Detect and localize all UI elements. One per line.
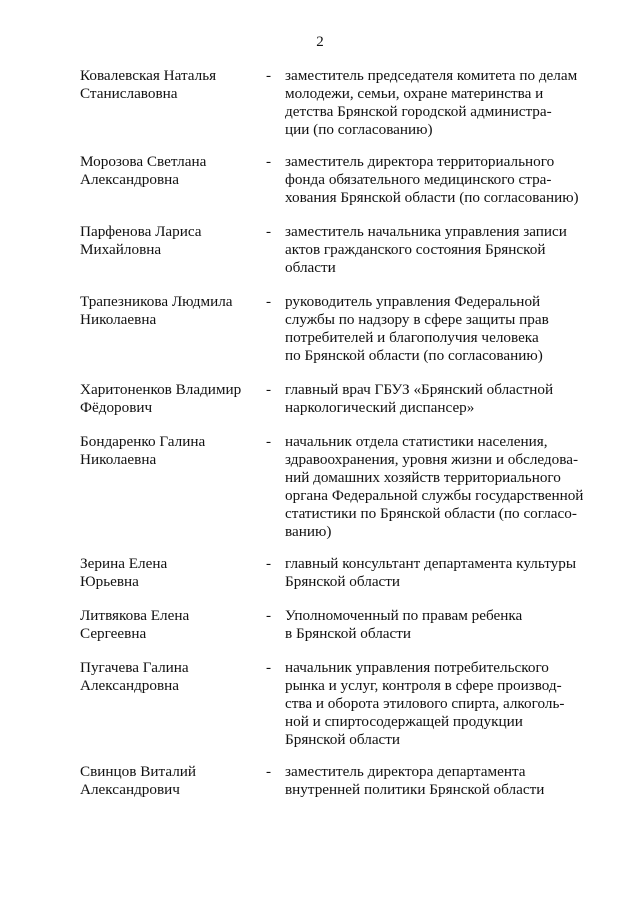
page-number: 2 bbox=[316, 34, 324, 50]
name-line: Сергеевна bbox=[80, 625, 147, 642]
member-name bbox=[80, 433, 255, 469]
role-line: заместитель директора территориального bbox=[285, 153, 555, 170]
member-role bbox=[285, 67, 585, 139]
role-line: Брянской области bbox=[285, 731, 401, 748]
role-line: хования Брянской области (по согласованию) bbox=[285, 189, 579, 206]
member-role bbox=[285, 223, 585, 277]
dash-separator: - bbox=[266, 293, 272, 310]
name-line: Александровна bbox=[80, 677, 180, 694]
member-role bbox=[285, 381, 585, 417]
name-line: Ковалевская Наталья bbox=[80, 67, 217, 84]
dash-separator: - bbox=[266, 153, 272, 170]
role-line: потребителей и благополучия человека bbox=[285, 329, 539, 346]
member-name bbox=[80, 555, 255, 591]
member-role bbox=[285, 433, 585, 541]
role-line: начальник управления потребительского bbox=[285, 659, 549, 676]
name-line: Трапезникова Людмила bbox=[80, 293, 233, 310]
name-line: Александровна bbox=[80, 171, 180, 188]
role-line: главный консультант департамента культуры bbox=[285, 555, 577, 572]
name-line: Станиславовна bbox=[80, 85, 178, 102]
member-name bbox=[80, 763, 255, 799]
role-line: рынка и услуг, контроля в сфере производ- bbox=[285, 677, 562, 694]
name-line: Харитоненков Владимир bbox=[80, 381, 242, 398]
name-line: Литвякова Елена bbox=[80, 607, 190, 624]
role-line: Брянской области bbox=[285, 573, 401, 590]
member-role bbox=[285, 293, 585, 365]
dash-separator: - bbox=[266, 763, 272, 780]
role-line: начальник отдела статистики населения, bbox=[285, 433, 548, 450]
name-line: Александрович bbox=[80, 781, 180, 798]
role-line: главный врач ГБУЗ «Брянский областной bbox=[285, 381, 554, 398]
name-line: Зерина Елена bbox=[80, 555, 168, 572]
member-name bbox=[80, 659, 255, 695]
dash-separator: - bbox=[266, 223, 272, 240]
role-line: ции (по согласованию) bbox=[285, 121, 433, 138]
role-line: в Брянской области bbox=[285, 625, 412, 642]
dash-separator: - bbox=[266, 67, 272, 84]
member-role bbox=[285, 153, 585, 207]
name-line: Бондаренко Галина bbox=[80, 433, 206, 450]
member-name bbox=[80, 293, 255, 329]
role-line: наркологический диспансер» bbox=[285, 399, 475, 416]
role-line: Уполномоченный по правам ребенка bbox=[285, 607, 523, 624]
dash-separator: - bbox=[266, 433, 272, 450]
name-line: Свинцов Виталий bbox=[80, 763, 197, 780]
name-line: Юрьевна bbox=[80, 573, 139, 590]
member-role bbox=[285, 659, 585, 749]
name-line: Пугачева Галина bbox=[80, 659, 189, 676]
dash-separator: - bbox=[266, 381, 272, 398]
member-role bbox=[285, 763, 585, 799]
member-name bbox=[80, 607, 255, 643]
role-line: статистики по Брянской области (по согласо- bbox=[285, 505, 577, 522]
role-line: внутренней политики Брянской области bbox=[285, 781, 545, 798]
role-line: детства Брянской городской администра- bbox=[285, 103, 552, 120]
role-line: ной и спиртосодержащей продукции bbox=[285, 713, 523, 730]
role-line: здравоохранения, уровня жизни и обследова- bbox=[285, 451, 579, 468]
name-line: Парфенова Лариса bbox=[80, 223, 202, 240]
member-name bbox=[80, 223, 255, 259]
role-line: фонда обязательного медицинского стра- bbox=[285, 171, 552, 188]
role-line: службы по надзору в сфере защиты прав bbox=[285, 311, 549, 328]
member-name bbox=[80, 153, 255, 189]
role-line: ванию) bbox=[285, 523, 332, 540]
role-line: органа Федеральной службы государственной bbox=[285, 487, 584, 504]
name-line: Николаевна bbox=[80, 311, 157, 328]
role-line: молодежи, семьи, охране материнства и bbox=[285, 85, 544, 102]
role-line: заместитель председателя комитета по делам bbox=[285, 67, 578, 84]
member-role bbox=[285, 555, 585, 591]
role-line: по Брянской области (по согласованию) bbox=[285, 347, 543, 364]
role-line: области bbox=[285, 259, 336, 276]
name-line: Морозова Светлана bbox=[80, 153, 207, 170]
member-name bbox=[80, 67, 255, 103]
name-line: Фёдорович bbox=[80, 399, 153, 416]
role-line: актов гражданского состояния Брянской bbox=[285, 241, 546, 258]
role-line: заместитель директора департамента bbox=[285, 763, 526, 780]
role-line: заместитель начальника управления записи bbox=[285, 223, 567, 240]
role-line: ства и оборота этилового спирта, алкоголь- bbox=[285, 695, 565, 712]
name-line: Николаевна bbox=[80, 451, 157, 468]
dash-separator: - bbox=[266, 607, 272, 624]
role-line: руководитель управления Федеральной bbox=[285, 293, 541, 310]
dash-separator: - bbox=[266, 659, 272, 676]
name-line: Михайловна bbox=[80, 241, 162, 258]
dash-separator: - bbox=[266, 555, 272, 572]
member-name bbox=[80, 381, 255, 417]
role-line: ний домашних хозяйств территориального bbox=[285, 469, 561, 486]
member-role bbox=[285, 607, 585, 643]
